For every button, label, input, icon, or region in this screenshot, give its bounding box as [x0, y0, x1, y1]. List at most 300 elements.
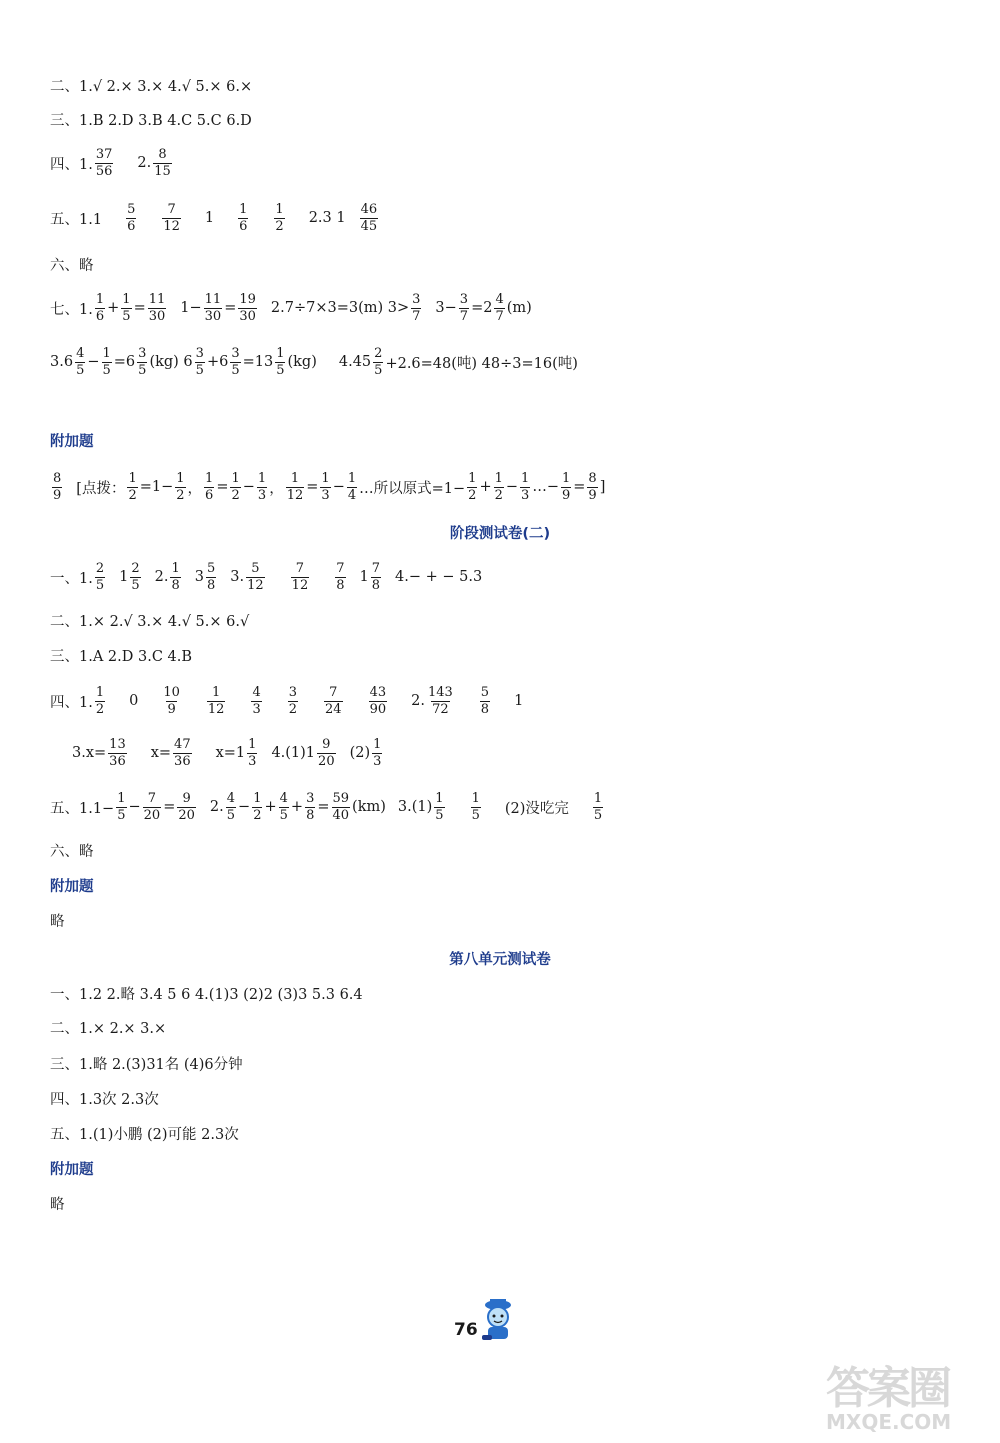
numerator: 47	[174, 736, 191, 752]
numerator: 1	[290, 470, 300, 486]
denominator: 5	[226, 807, 236, 823]
fraction	[275, 347, 285, 377]
watermark	[820, 1352, 995, 1440]
denominator: 30	[148, 308, 166, 324]
fraction	[207, 686, 226, 716]
numerator: 5	[251, 560, 260, 576]
numerator: 1	[231, 470, 240, 486]
numerator: 1	[212, 684, 221, 700]
denominator: 20	[178, 807, 195, 823]
answer-line	[50, 605, 249, 635]
answer-line	[50, 148, 174, 178]
watermark-text: 答案圈	[826, 1363, 949, 1414]
numerator: 1	[276, 345, 285, 361]
denominator: 5	[374, 362, 383, 378]
numerator: 9	[322, 736, 331, 752]
fraction	[170, 562, 180, 592]
fraction	[95, 293, 105, 323]
denominator: 3	[248, 753, 257, 769]
answer-text: =13	[242, 354, 274, 370]
numerator: 1	[248, 736, 257, 752]
numerator: 37	[95, 146, 113, 162]
numerator: 143	[427, 684, 453, 700]
denominator: 56	[95, 163, 113, 179]
fraction	[162, 686, 181, 716]
answer-line	[50, 835, 94, 865]
denominator: 90	[369, 701, 387, 717]
numerator: 1	[117, 790, 126, 806]
fraction	[274, 203, 284, 233]
denominator: 36	[174, 753, 191, 769]
answer-line	[50, 978, 363, 1008]
denominator: 2	[468, 487, 477, 503]
denominator: 36	[109, 753, 126, 769]
answer-text: 三、1.B 2.D 3.B 4.C 5.C 6.D	[50, 112, 252, 129]
answer-line	[50, 104, 252, 134]
answer-line	[50, 1118, 239, 1148]
answer-text: 三、1.略 2.(3)31名 (4)6分钟	[50, 1056, 243, 1073]
section-title: 阶段测试卷(二)	[449, 526, 551, 542]
denominator: 8	[306, 807, 315, 823]
fraction	[372, 738, 382, 768]
numerator: 8	[158, 146, 167, 162]
answer-text: …−	[532, 479, 559, 495]
denominator: 8	[207, 577, 216, 593]
fraction	[286, 472, 305, 502]
fraction	[116, 792, 126, 822]
numerator: 8	[53, 470, 62, 486]
denominator: 2	[231, 487, 240, 503]
denominator: 8	[336, 577, 345, 593]
answer-text: −	[332, 479, 345, 495]
fraction	[257, 472, 267, 502]
denominator: 12	[291, 577, 309, 593]
numerator: 5	[480, 684, 490, 700]
numerator: 1	[468, 470, 477, 486]
answer-text: 1	[514, 693, 524, 709]
numerator: 4	[76, 345, 85, 361]
answer-text: 五、1.(1)小鹏 (2)可能 2.3次	[50, 1126, 239, 1143]
answer-text: 3−	[435, 300, 457, 316]
denominator: 5	[102, 362, 111, 378]
fraction	[173, 738, 192, 768]
fraction	[305, 792, 315, 822]
answer-line: 七、1. $\frac{1}{6}$ + $\frac{1}{5}$ = $\frac{11}{30}$ 1− $\frac{11}{30}$ = $\frac{19}{30}$ 2.7÷7×3=3(m) 3> $\frac{3}{7}$ 3− $\frac{3}{7}$ =2 $\frac{4}{7}$ (m)	[50, 291, 532, 324]
fraction	[360, 203, 379, 233]
fraction	[434, 792, 444, 822]
answer-text: 六、略	[50, 843, 94, 860]
answer-text: (kg)	[287, 354, 317, 370]
answer-text: =2	[471, 300, 493, 316]
fraction	[204, 293, 223, 323]
section-title: 第八单元测试卷	[449, 952, 551, 968]
fraction	[162, 203, 181, 233]
answer-text: 2.	[411, 693, 425, 709]
fraction	[206, 562, 216, 592]
denominator: 8	[371, 577, 381, 593]
fraction	[153, 148, 172, 178]
page-number: 76	[454, 1320, 478, 1340]
fraction	[324, 686, 343, 716]
denominator: 9	[561, 487, 571, 503]
numerator: 19	[239, 291, 256, 307]
answer-line	[50, 1083, 159, 1113]
fraction	[471, 792, 481, 822]
answer-text: =	[216, 479, 229, 495]
fraction	[520, 472, 530, 502]
numerator: 3	[195, 345, 204, 361]
answer-text: 2.7÷7×3=3(m) 3>	[270, 300, 410, 316]
denominator: 5	[95, 577, 105, 593]
denominator: 5	[131, 577, 140, 593]
answer-text: 2.	[137, 155, 152, 171]
fraction	[108, 738, 127, 768]
numerator: 2	[131, 560, 140, 576]
mascot-icon	[478, 1295, 518, 1343]
fraction	[148, 293, 167, 323]
fraction	[230, 347, 240, 377]
denominator: 20	[318, 753, 335, 769]
denominator: 3	[521, 487, 530, 503]
numerator: 4	[226, 790, 236, 806]
answer-text: (kg) 6	[149, 354, 193, 370]
fraction	[95, 562, 105, 592]
fraction	[52, 472, 62, 502]
answer-text: 一、1.2 2.略 3.4 5 6 4.(1)3 (2)2 (3)3 5.3 6.4	[50, 986, 363, 1003]
answer-text: +	[264, 799, 277, 815]
fraction	[95, 148, 114, 178]
answer-line	[50, 686, 523, 716]
answer-text: 3.6	[50, 354, 74, 370]
fraction	[175, 472, 185, 502]
denominator: 2	[253, 807, 262, 823]
numerator: 3	[231, 345, 240, 361]
denominator: 2	[275, 218, 284, 234]
numerator: 1	[435, 790, 444, 806]
answer-text: 4.45	[338, 354, 372, 370]
denominator: 12	[247, 577, 264, 593]
fraction	[230, 472, 240, 502]
numerator: 11	[148, 291, 166, 307]
answer-text: 略	[50, 913, 65, 930]
fraction	[252, 792, 262, 822]
answer-text: 1	[359, 569, 369, 585]
numerator: 1	[521, 470, 530, 486]
denominator: 7	[495, 308, 504, 324]
denominator: 5	[435, 807, 444, 823]
numerator: 8	[588, 470, 597, 486]
numerator: 43	[369, 684, 387, 700]
denominator: 3	[252, 701, 261, 717]
answer-line	[50, 905, 65, 935]
answer-text: 五、1.1	[50, 211, 103, 228]
numerator: 5	[127, 201, 136, 217]
fraction	[238, 203, 248, 233]
fraction	[347, 472, 357, 502]
denominator: 12	[163, 218, 180, 234]
numerator: 3	[412, 291, 421, 307]
answer-text: ，	[187, 480, 203, 497]
answer-text: (2)没吃完	[504, 800, 569, 817]
denominator: 5	[279, 807, 288, 823]
answer-line	[50, 738, 384, 768]
fraction	[238, 293, 257, 323]
extra-question-title: 附加题	[50, 879, 94, 895]
denominator: 7	[459, 308, 469, 324]
answer-line	[50, 249, 94, 279]
numerator: 1	[494, 470, 503, 486]
answer-text: =1−	[139, 479, 174, 495]
numerator: 3	[138, 345, 147, 361]
numerator: 1	[593, 790, 603, 806]
denominator: 6	[205, 487, 214, 503]
answer-text: 三、1.A 2.D 3.C 4.B	[50, 648, 193, 665]
numerator: 9	[182, 790, 191, 806]
denominator: 2	[95, 701, 105, 717]
denominator: 6	[239, 218, 248, 234]
answer-text: =	[317, 799, 330, 815]
numerator: 1	[275, 201, 284, 217]
fraction	[195, 347, 205, 377]
denominator: 30	[204, 308, 222, 324]
fraction	[177, 792, 196, 822]
denominator: 3	[257, 487, 267, 503]
fraction	[143, 792, 162, 822]
answer-line	[50, 1188, 65, 1218]
answer-text: 3.x=	[72, 745, 107, 761]
denominator: 30	[239, 308, 256, 324]
denominator: 12	[207, 701, 225, 717]
fraction	[130, 562, 140, 592]
answer-text: 3.	[230, 569, 245, 585]
answer-text: 五、1.1−	[50, 800, 115, 817]
numerator: 7	[147, 790, 157, 806]
answer-text: 1−	[180, 300, 202, 316]
fraction	[251, 686, 261, 716]
numerator: 4	[279, 790, 288, 806]
fraction	[121, 293, 131, 323]
answer-text: 1	[204, 210, 215, 226]
answer-text: x=	[150, 745, 172, 761]
numerator: 1	[128, 470, 137, 486]
answer-text: 七、1.	[50, 301, 93, 318]
numerator: 1	[347, 470, 357, 486]
numerator: 1	[122, 291, 131, 307]
fraction	[279, 792, 289, 822]
answer-text: x=1	[215, 745, 246, 761]
denominator: 24	[325, 701, 342, 717]
answer-text: 0	[129, 693, 139, 709]
answer-text: 3.(1)	[397, 799, 433, 815]
answer-text: 2.	[154, 569, 169, 585]
answer-text: 四、1.3次 2.3次	[50, 1091, 159, 1108]
numerator: 1	[561, 470, 571, 486]
answer-text: (m)	[506, 300, 532, 316]
denominator: 5	[195, 362, 204, 378]
denominator: 5	[471, 807, 480, 823]
numerator: 10	[163, 684, 180, 700]
denominator: 5	[122, 308, 131, 324]
fraction	[593, 792, 603, 822]
answer-text: −	[87, 354, 100, 370]
denominator: 15	[154, 163, 171, 179]
fraction	[371, 562, 381, 592]
answer-text: 二、1.× 2.√ 3.× 4.√ 5.× 6.√	[50, 613, 250, 630]
denominator: 6	[95, 308, 105, 324]
answer-line	[50, 70, 252, 100]
answer-text: (km)	[352, 799, 386, 815]
fraction	[204, 472, 214, 502]
denominator: 45	[360, 218, 378, 234]
numerator: 13	[109, 736, 126, 752]
answer-line	[50, 562, 482, 592]
numerator: 11	[204, 291, 222, 307]
fraction	[102, 347, 112, 377]
fraction	[226, 792, 236, 822]
denominator: 5	[276, 362, 285, 378]
fraction	[246, 562, 265, 592]
numerator: 3	[459, 291, 469, 307]
answer-line	[50, 1012, 166, 1042]
fraction	[137, 347, 147, 377]
numerator: 1	[102, 345, 111, 361]
answer-text: =	[163, 799, 176, 815]
numerator: 1	[373, 736, 382, 752]
answer-text: 六、略	[50, 257, 94, 274]
numerator: 7	[371, 560, 381, 576]
fraction	[127, 472, 137, 502]
numerator: 7	[329, 684, 338, 700]
answer-text: [点拨：	[76, 480, 126, 497]
denominator: 4	[347, 487, 357, 503]
answer-text: 1	[119, 569, 129, 585]
fraction	[561, 472, 571, 502]
denominator: 9	[53, 487, 62, 503]
fraction	[494, 293, 504, 323]
numerator: 46	[360, 201, 378, 217]
answer-text: 2.	[209, 799, 224, 815]
numerator: 7	[167, 201, 176, 217]
fraction	[75, 347, 85, 377]
extra-question-title: 附加题	[50, 434, 94, 450]
numerator: 7	[295, 560, 305, 576]
extra-question-title: 附加题	[50, 1162, 94, 1178]
numerator: 1	[205, 470, 214, 486]
answer-text: (2)	[349, 745, 371, 761]
denominator: 9	[167, 701, 176, 717]
fraction	[288, 686, 298, 716]
answer-text: 略	[50, 1196, 65, 1213]
fraction	[369, 686, 388, 716]
fraction	[459, 293, 469, 323]
fraction	[373, 347, 383, 377]
denominator: 2	[288, 701, 298, 717]
numerator: 1	[95, 291, 105, 307]
numerator: 1	[471, 790, 480, 806]
fraction	[411, 293, 421, 323]
denominator: 5	[138, 362, 147, 378]
denominator: 5	[76, 362, 85, 378]
answer-text: =6	[113, 354, 136, 370]
numerator: 1	[321, 470, 330, 486]
denominator: 3	[373, 753, 382, 769]
numerator: 7	[336, 560, 345, 576]
denominator: 40	[332, 807, 350, 823]
fraction	[335, 562, 345, 592]
fraction	[95, 686, 105, 716]
answer-text: …所以原式=1−	[359, 480, 466, 497]
fraction	[291, 562, 310, 592]
denominator: 72	[432, 701, 449, 717]
answer-text: +	[290, 799, 304, 815]
answer-text: +6	[206, 354, 229, 370]
fraction	[126, 203, 136, 233]
answer-text: =	[306, 479, 319, 495]
numerator: 1	[95, 684, 105, 700]
fraction	[332, 792, 351, 822]
answer-text: 4.− + − 5.3	[395, 569, 483, 585]
numerator: 4	[252, 684, 261, 700]
fraction	[587, 472, 597, 502]
numerator: 1	[257, 470, 267, 486]
answer-text: −	[238, 799, 251, 815]
answer-line	[50, 1048, 243, 1078]
denominator: 5	[231, 362, 240, 378]
denominator: 7	[412, 308, 421, 324]
numerator: 5	[207, 560, 216, 576]
answer-text: ]	[599, 479, 606, 495]
answer-text: 四、1.	[50, 694, 93, 711]
answer-text: 3	[194, 569, 204, 585]
numerator: 1	[239, 201, 248, 217]
watermark-url: MXQE.COM	[826, 1410, 952, 1434]
denominator: 8	[171, 577, 180, 593]
denominator: 5	[117, 807, 126, 823]
fraction	[494, 472, 504, 502]
numerator: 2	[95, 560, 105, 576]
numerator: 1	[176, 470, 185, 486]
numerator: 3	[288, 684, 298, 700]
answer-text: 四、1.	[50, 156, 93, 173]
denominator: 2	[176, 487, 185, 503]
numerator: 2	[374, 345, 383, 361]
denominator: 6	[127, 218, 136, 234]
answer-line	[50, 640, 192, 670]
answer-text: 4.(1)1	[271, 745, 316, 761]
answer-line	[50, 792, 605, 822]
fraction	[480, 686, 490, 716]
numerator: 4	[495, 291, 504, 307]
numerator: 3	[306, 790, 315, 806]
fraction	[247, 738, 257, 768]
fraction	[317, 738, 336, 768]
answer-line: $\frac{8}{9}$ [点拨： $\frac{1}{2}$ =1− $\frac{1}{2}$ ， $\frac{1}{6}$ = $\frac{1}{2}$ − $\frac{1}{3}$ ， $\frac{1}{12}$ = $\frac{1}{3}$ − $\frac{1}{4}$ …所以原式=1− $\frac{1}{2}$ + $\frac{1}{2}$ − $\frac{1}{3}$ …− $\frac{1}{9}$ = $\frac{8}{9}$ ]	[53, 470, 606, 503]
denominator: 8	[480, 701, 490, 717]
numerator: 1	[171, 560, 180, 576]
denominator: 20	[143, 807, 161, 823]
answer-text: 二、1.√ 2.× 3.× 4.√ 5.× 6.×	[50, 78, 253, 95]
fraction	[467, 472, 477, 502]
numerator: 1	[253, 790, 262, 806]
denominator: 12	[286, 487, 304, 503]
answer-text: 2.3 1	[308, 210, 346, 226]
denominator: 3	[321, 487, 330, 503]
numerator: 59	[332, 790, 350, 806]
answer-text: 二、1.× 2.× 3.×	[50, 1020, 167, 1037]
answer-text: −	[242, 479, 255, 495]
answer-line	[50, 347, 578, 377]
fraction	[320, 472, 330, 502]
